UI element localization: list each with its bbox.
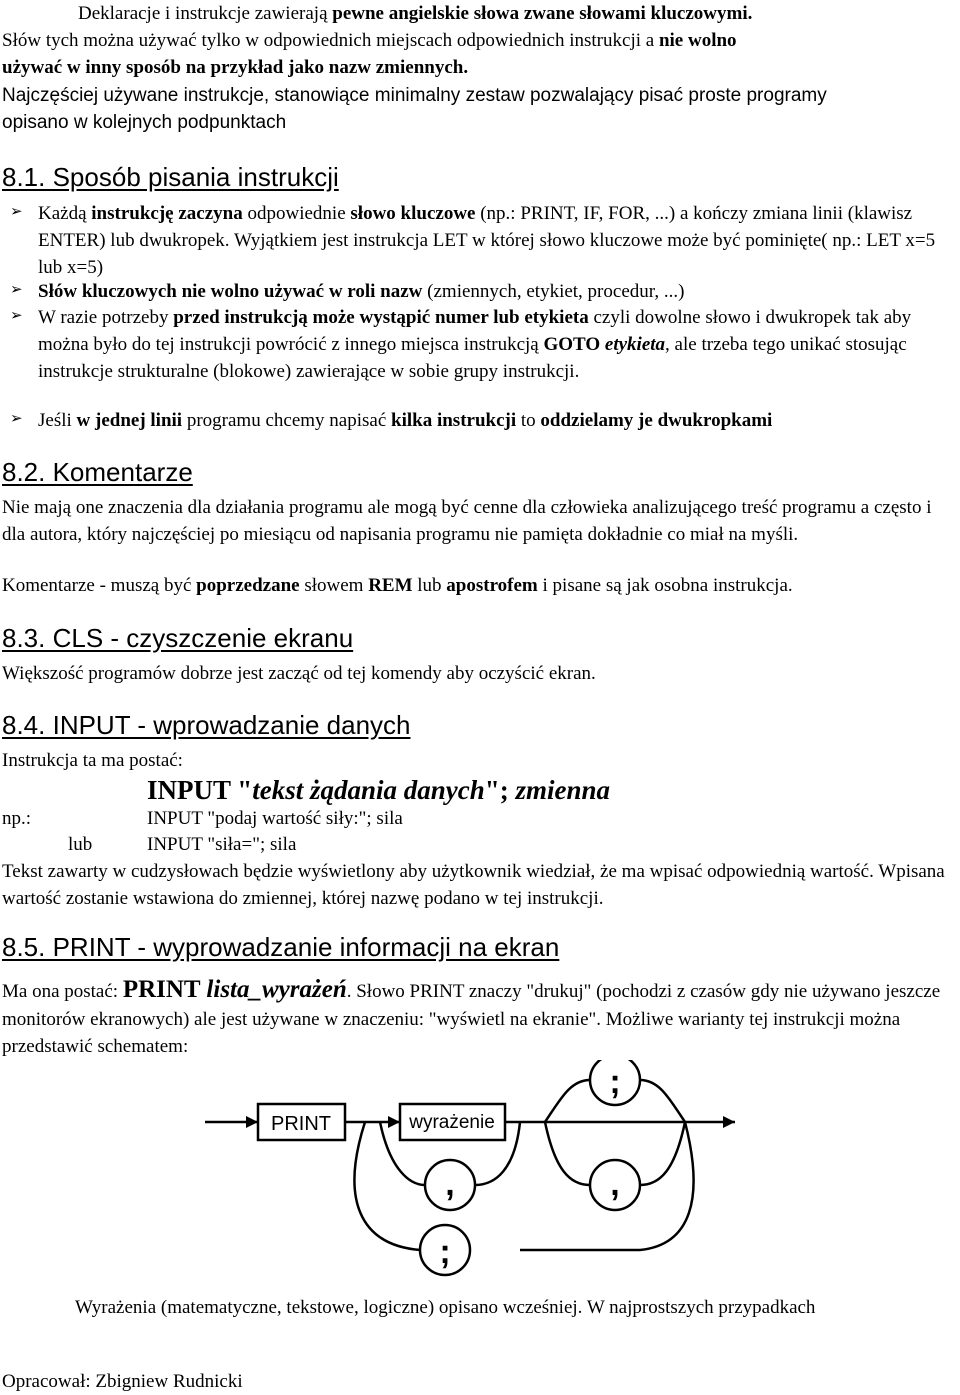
example-code-1: INPUT "podaj wartość siły:"; sila — [147, 808, 403, 829]
diagram-expression-label: wyrażenie — [409, 1112, 495, 1133]
bullet-arrow-icon: ➢ — [10, 306, 23, 324]
section-8-3-title: 8.3. CLS - czyszczenie ekranu — [2, 623, 354, 653]
section-8-1-title: 8.1. Sposób pisania instrukcji — [2, 162, 339, 192]
arrow-icon — [723, 1116, 735, 1128]
bullet-1: Każdą instrukcję zaczyna odpowiednie słowo kluczowe (np.: PRINT, IF, FOR, ...) a kończy zmiana linii (klawisz ENTER) lub dwukropek. Wyjątkiem jest instrukcja LET w której słowo kluczowe może być pominięte( np.: LET x=5 lub x=5) — [38, 203, 936, 278]
bullet-arrow-icon: ➢ — [10, 409, 23, 427]
section-8-2-title: 8.2. Komentarze — [2, 457, 193, 487]
example-label-alt: lub — [68, 834, 93, 855]
bullet-arrow-icon: ➢ — [10, 202, 23, 220]
section-8-4-title: 8.4. INPUT - wprowadzanie danych — [2, 710, 411, 740]
example-code-2: INPUT "siła="; sila — [147, 834, 297, 855]
bullet-4: Jeśli w jednej linii programu chcemy napisać kilka instrukcji to oddzielamy je dwukropkami — [38, 410, 773, 431]
diagram-print-label: PRINT — [271, 1113, 331, 1135]
intro-line1: Deklaracje i instrukcje zawierają pewne angielskie słowa zwane słowami kluczowymi. — [78, 3, 753, 24]
diagram-comma-inner: , — [445, 1165, 455, 1203]
bullet-arrow-icon: ➢ — [10, 280, 23, 298]
intro-line2: Słów tych można używać tylko w odpowiednich miejscach odpowiednich instrukcji a nie wolno — [2, 30, 737, 51]
print-paragraph: Ma ona postać: PRINT lista_wyrażeń. Słowo PRINT znaczy "drukuj" (pochodzi z czasów gdy nie używano jeszcze monitorów ekranowych) ale jest używane w znaczeniu: "wyświetl na ekranie". Możliwe warianty tej instrukcji można przedstawić schematem: — [2, 976, 941, 1057]
intro-line3: używać w inny sposób na przykład jako nazw zmiennych. — [2, 57, 469, 78]
arrow-icon — [388, 1116, 400, 1128]
diagram-comma: , — [610, 1165, 620, 1203]
intro-paragraph: Najczęściej używane instrukcje, stanowiące minimalny zestaw pozwalający pisać proste programy opisano w kolejnych podpunktach — [2, 85, 827, 133]
bullet-3: W razie potrzeby przed instrukcją może wystąpić numer lub etykieta czyli dowolne słowo i dwukropek tak aby można było do tej instrukcji powrócić z innego miejsca instrukcją GOTO etykieta, ale trzeba tego unikać stosując instrukcje strukturalne (blokowe) zawierające w sobie grupy instrukcji. — [38, 307, 912, 382]
comments-paragraph: Nie mają one znaczenia dla działania programu ale mogą być cenne dla człowieka analizującego treść programu a często i dla autora, który najczęściej po miesiącu od napisania programu nie pamięta dokładnie co miał na myśli. — [2, 497, 932, 545]
example-label: np.: — [2, 808, 32, 829]
comments-rule: Komentarze - muszą być poprzedzane słowem REM lub apostrofem i pisane są jak osobna instrukcja. — [2, 575, 793, 596]
section-8-5-title: 8.5. PRINT - wyprowadzanie informacji na ekran — [2, 932, 560, 962]
diagram-semicolon: ; — [609, 1063, 621, 1101]
input-syntax: INPUT "tekst żądania danych"; zmienna — [147, 775, 611, 805]
arrow-icon — [246, 1116, 258, 1128]
print-syntax-diagram — [0, 1060, 960, 1295]
print-after-paragraph: Wyrażenia (matematyczne, tekstowe, logiczne) opisano wcześniej. W najprostszych przypadkach — [75, 1297, 816, 1318]
input-paragraph: Tekst zawarty w cudzysłowach będzie wyświetlony aby użytkownik wiedział, że ma wpisać odpowiednią wartość. Wpisana wartość zostanie wstawiona do zmiennej, której nazwę podano w tej instrukcji. — [2, 861, 945, 909]
footer-author: Opracował: Zbigniew Rudnicki — [2, 1371, 243, 1392]
bullet-2: Słów kluczowych nie wolno używać w roli nazw (zmiennych, etykiet, procedur, ...) — [38, 281, 685, 302]
cls-paragraph: Większość programów dobrze jest zacząć od tej komendy aby oczyścić ekran. — [2, 663, 596, 684]
input-intro: Instrukcja ta ma postać: — [2, 750, 183, 771]
diagram-semicolon-bottom: ; — [439, 1233, 451, 1271]
